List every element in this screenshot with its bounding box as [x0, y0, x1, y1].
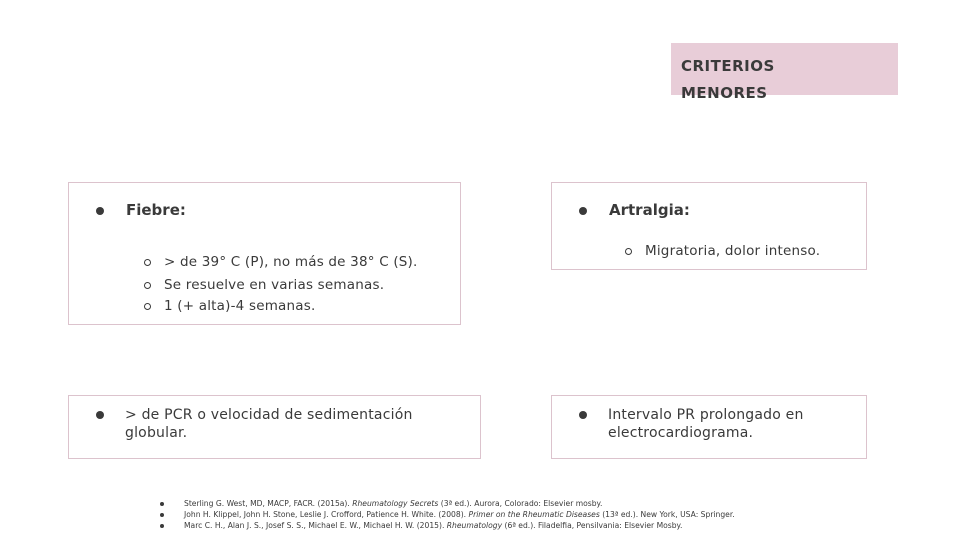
bullet-dot [579, 207, 587, 215]
fiebre-box [68, 182, 461, 325]
bullet-dot [579, 411, 587, 419]
fiebre-item [144, 277, 384, 293]
fiebre-item-text: Se resuelve en varias semanas. [164, 277, 385, 293]
bullet-dot [160, 524, 164, 528]
sub-bullet-circle [625, 248, 632, 255]
slide-title [681, 53, 921, 107]
reference-authors: John H. Klippel, John H. Stone, Leslie J. Crofford, Patience H. White. (2008). [184, 510, 469, 519]
reference-book-title: Rheumatology Secrets [352, 499, 439, 508]
reference-publisher: (6ª ed.). Filadelfia, Pensilvania: Elsevier Mosby. [502, 521, 683, 530]
fiebre-item-text: > de 39° C (P), no más de 38° C (S). [164, 254, 418, 270]
reference-text [184, 520, 682, 531]
sub-bullet-circle [144, 282, 151, 289]
reference-authors: Marc C. H., Alan J. S., Josef S. S., Michael E. W., Michael H. W. (2015). [184, 521, 447, 530]
reference-book-title: Rheumatology [446, 521, 503, 530]
fiebre-item [144, 298, 315, 314]
pr-text-line1: Intervalo PR prolongado en [608, 407, 804, 423]
pcr-text-line1: > de PCR o velocidad de sedimentación [125, 407, 413, 423]
reference-item [160, 498, 950, 509]
bullet-dot [160, 502, 164, 506]
reference-authors: Sterling G. West, MD, MACP, FACR. (2015a). [184, 499, 353, 508]
reference-text [184, 498, 602, 509]
pcr-text [125, 406, 413, 442]
artralgia-item-text: Migratoria, dolor intenso. [645, 243, 821, 259]
artralgia-heading-row [579, 201, 690, 219]
reference-publisher: (13ª ed.). New York, USA: Springer. [599, 510, 735, 519]
reference-text [184, 509, 735, 520]
pcr-row [96, 406, 413, 442]
reference-book-title: Primer on the Rheumatic Diseases [468, 510, 600, 519]
slide-title-line1: CRITERIOS [681, 57, 775, 75]
fiebre-item [144, 254, 418, 270]
reference-publisher: (3ª ed.). Aurora, Colorado: Elsevier mosby. [438, 499, 603, 508]
pr-row [579, 406, 804, 442]
reference-item [160, 509, 950, 520]
sub-bullet-circle [144, 259, 151, 266]
sub-bullet-circle [144, 303, 151, 310]
slide-title-line2: MENORES [681, 84, 768, 102]
bullet-dot [160, 513, 164, 517]
artralgia-heading: Artralgia: [609, 201, 690, 219]
pr-text-line2: electrocardiograma. [608, 425, 754, 441]
pcr-text-line2: globular. [125, 425, 188, 441]
pcr-box [68, 395, 481, 459]
fiebre-heading-row [96, 201, 186, 219]
pr-text [608, 406, 804, 442]
artralgia-box [551, 182, 867, 270]
reference-item [160, 520, 950, 531]
bullet-dot [96, 411, 104, 419]
references-list [160, 498, 950, 531]
artralgia-item [625, 243, 820, 259]
fiebre-item-text: 1 (+ alta)-4 semanas. [164, 298, 316, 314]
pr-box [551, 395, 867, 459]
bullet-dot [96, 207, 104, 215]
fiebre-heading: Fiebre: [126, 201, 186, 219]
